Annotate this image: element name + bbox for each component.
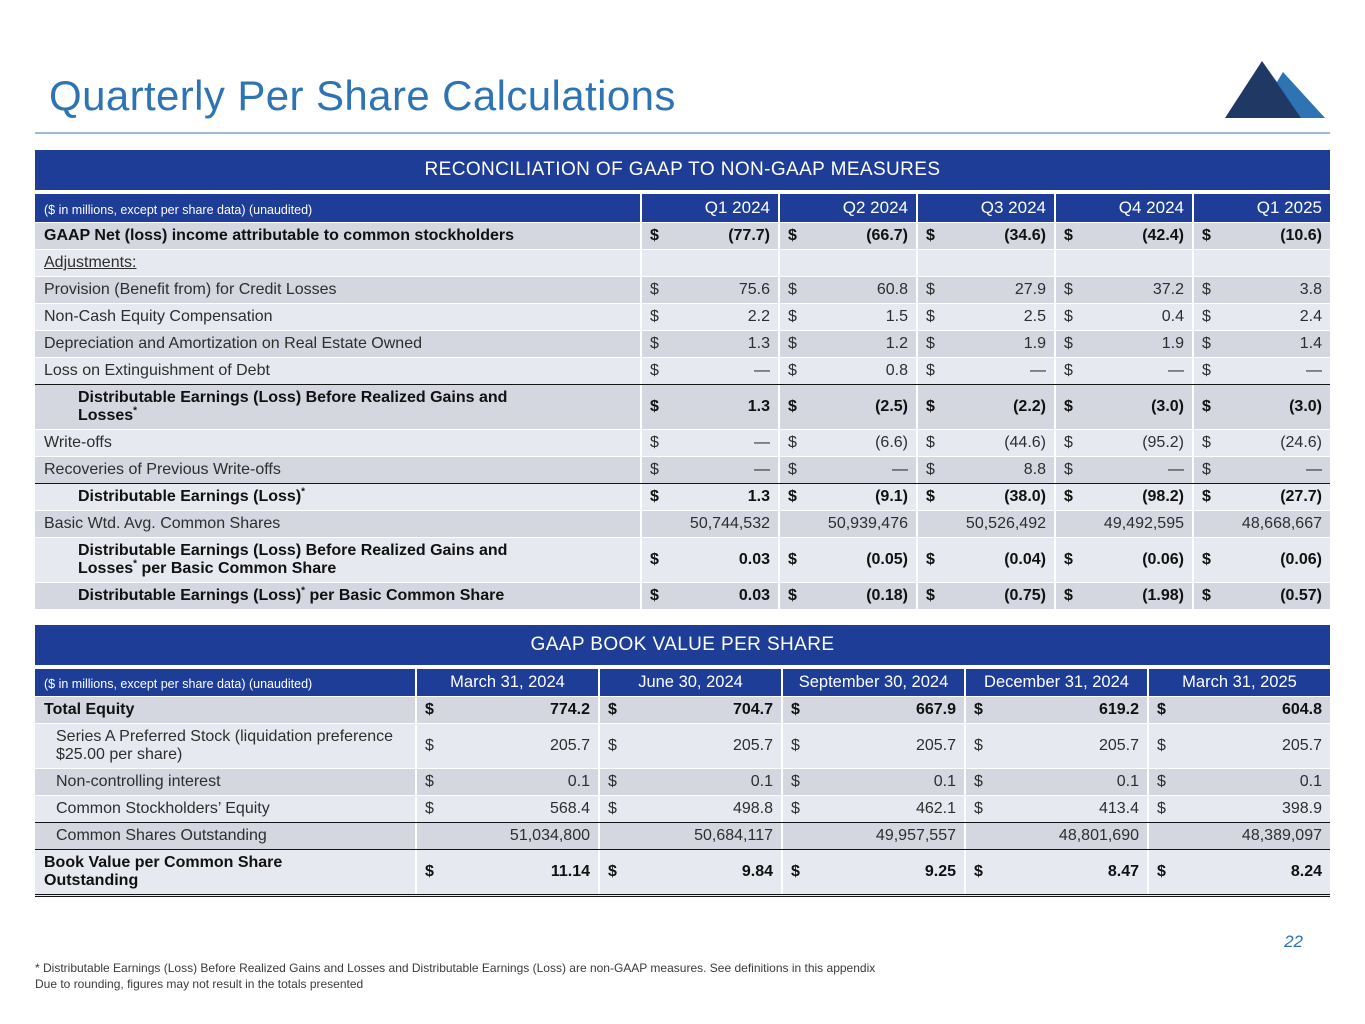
table-row-subtotal xyxy=(35,582,1330,609)
cell: $ 0.1 xyxy=(1147,769,1330,795)
row-label: Adjustments: xyxy=(44,254,137,271)
cell: $ — xyxy=(1054,457,1192,483)
cell: $ (9.1) xyxy=(778,484,916,510)
cell: $ 11.14 xyxy=(415,850,598,894)
dollar-sign: $ xyxy=(425,863,434,880)
cell: $ 1.9 xyxy=(1054,331,1192,357)
dollar-sign: $ xyxy=(425,701,434,718)
cell: $ (0.06) xyxy=(1192,538,1330,582)
cell: 51,034,800 xyxy=(415,823,598,849)
column-header: Q1 2025 xyxy=(1192,194,1330,222)
dollar-sign: $ xyxy=(650,434,659,451)
cell: $ (0.06) xyxy=(1054,538,1192,582)
dollar-sign: $ xyxy=(788,335,797,352)
cell: $ 2.2 xyxy=(640,304,778,330)
table-row xyxy=(35,795,1330,822)
dollar-sign: $ xyxy=(1064,398,1073,415)
table-row xyxy=(35,357,1330,384)
cell: $ (24.6) xyxy=(1192,430,1330,456)
cell: $ 704.7 xyxy=(598,697,781,723)
dollar-sign: $ xyxy=(926,587,935,604)
dollar-sign: $ xyxy=(974,863,983,880)
cell: $ — xyxy=(1192,358,1330,384)
slide-header xyxy=(35,0,1330,134)
cell: $ 205.7 xyxy=(598,724,781,768)
row-label: Write-offs xyxy=(44,434,112,451)
table-row-subtotal xyxy=(35,483,1330,510)
table-row xyxy=(35,276,1330,303)
cell: $ (0.18) xyxy=(778,583,916,609)
dollar-sign: $ xyxy=(1064,362,1073,379)
dollar-sign: $ xyxy=(788,398,797,415)
dollar-sign: $ xyxy=(650,308,659,325)
dollar-sign: $ xyxy=(1157,701,1166,718)
cell: $ 75.6 xyxy=(640,277,778,303)
cell: $ (1.98) xyxy=(1054,583,1192,609)
column-header: Q4 2024 xyxy=(1054,194,1192,222)
dollar-sign: $ xyxy=(926,362,935,379)
dollar-sign: $ xyxy=(926,551,935,568)
cell: $ (3.0) xyxy=(1192,385,1330,429)
dollar-sign: $ xyxy=(974,737,983,754)
row-label: Basic Wtd. Avg. Common Shares xyxy=(44,515,281,532)
cell: $ 1.3 xyxy=(640,331,778,357)
cell: $ — xyxy=(778,457,916,483)
cell: $ (42.4) xyxy=(1054,223,1192,249)
dollar-sign: $ xyxy=(788,227,797,244)
cell: $ (95.2) xyxy=(1054,430,1192,456)
cell: $ 205.7 xyxy=(415,724,598,768)
cell: $ (34.6) xyxy=(916,223,1054,249)
table-row xyxy=(35,249,1330,276)
cell: $ 568.4 xyxy=(415,796,598,822)
cell: $ (0.04) xyxy=(916,538,1054,582)
dollar-sign: $ xyxy=(1202,308,1211,325)
dollar-sign: $ xyxy=(926,398,935,415)
cell: $ 27.9 xyxy=(916,277,1054,303)
cell: $ 462.1 xyxy=(781,796,964,822)
page-number: 22 xyxy=(1284,932,1303,951)
dollar-sign: $ xyxy=(791,863,800,880)
cell: $ (10.6) xyxy=(1192,223,1330,249)
row-label: Series A Preferred Stock (liquidation preference $25.00 per share) xyxy=(56,728,394,763)
cell: $ 60.8 xyxy=(778,277,916,303)
cell: $ 0.1 xyxy=(781,769,964,795)
dollar-sign: $ xyxy=(1064,551,1073,568)
dollar-sign: $ xyxy=(650,461,659,478)
dollar-sign: $ xyxy=(1202,398,1211,415)
cell: $ 8.47 xyxy=(964,850,1147,894)
cell: $ 0.1 xyxy=(964,769,1147,795)
dollar-sign: $ xyxy=(425,737,434,754)
table-row xyxy=(35,429,1330,456)
table-row xyxy=(35,822,1330,849)
dollar-sign: $ xyxy=(608,701,617,718)
dollar-sign: $ xyxy=(1202,551,1211,568)
row-label: Common Shares Outstanding xyxy=(56,827,267,844)
footnote-non-gaap: * Distributable Earnings (Loss) Before Realized Gains and Losses and Distributable Earnings (Loss) are non-GAAP measures. See definitions in this appendix xyxy=(35,960,876,975)
table-row-total xyxy=(35,849,1330,897)
table-row xyxy=(35,510,1330,537)
cell: $ 8.24 xyxy=(1147,850,1330,894)
table-corner-label: ($ in millions, except per share data) (unaudited) xyxy=(44,677,313,691)
dollar-sign: $ xyxy=(1202,488,1211,505)
dollar-sign: $ xyxy=(1157,863,1166,880)
dollar-sign: $ xyxy=(791,773,800,790)
dollar-sign: $ xyxy=(650,362,659,379)
dollar-sign: $ xyxy=(974,773,983,790)
cell: $ — xyxy=(1192,457,1330,483)
dollar-sign: $ xyxy=(1064,587,1073,604)
dollar-sign: $ xyxy=(1202,461,1211,478)
dollar-sign: $ xyxy=(650,335,659,352)
cell: $ (0.75) xyxy=(916,583,1054,609)
cell: 50,744,532 xyxy=(640,511,778,537)
column-header: Q3 2024 xyxy=(916,194,1054,222)
cell: $ (66.7) xyxy=(778,223,916,249)
table-row xyxy=(35,723,1330,768)
cell: $ 413.4 xyxy=(964,796,1147,822)
cell: $ 1.5 xyxy=(778,304,916,330)
dollar-sign: $ xyxy=(1064,488,1073,505)
dollar-sign: $ xyxy=(650,488,659,505)
table-row xyxy=(35,303,1330,330)
table-row xyxy=(35,330,1330,357)
dollar-sign: $ xyxy=(608,800,617,817)
cell: $ — xyxy=(1054,358,1192,384)
dollar-sign: $ xyxy=(926,488,935,505)
column-header: June 30, 2024 xyxy=(598,669,781,696)
dollar-sign: $ xyxy=(791,701,800,718)
dollar-sign: $ xyxy=(650,281,659,298)
section-title-reconciliation: RECONCILIATION OF GAAP TO NON-GAAP MEASURES xyxy=(35,150,1330,190)
cell: $ 37.2 xyxy=(1054,277,1192,303)
cell: $ 1.9 xyxy=(916,331,1054,357)
column-header: Q2 2024 xyxy=(778,194,916,222)
dollar-sign: $ xyxy=(1064,461,1073,478)
dollar-sign: $ xyxy=(788,362,797,379)
row-label: Non-Cash Equity Compensation xyxy=(44,308,273,325)
dollar-sign: $ xyxy=(650,587,659,604)
cell: $ 205.7 xyxy=(964,724,1147,768)
reconciliation-table xyxy=(35,194,1330,609)
cell: $ 398.9 xyxy=(1147,796,1330,822)
cell: $ 667.9 xyxy=(781,697,964,723)
cell: 49,957,557 xyxy=(781,823,964,849)
cell: $ 619.2 xyxy=(964,697,1147,723)
cell: $ 205.7 xyxy=(781,724,964,768)
footnotes xyxy=(35,960,875,992)
dollar-sign: $ xyxy=(926,461,935,478)
cell: $ (27.7) xyxy=(1192,484,1330,510)
cell: 50,684,117 xyxy=(598,823,781,849)
cell: $ 0.03 xyxy=(640,538,778,582)
cell: $ (0.57) xyxy=(1192,583,1330,609)
dollar-sign: $ xyxy=(608,737,617,754)
dollar-sign: $ xyxy=(1202,335,1211,352)
cell: $ (38.0) xyxy=(916,484,1054,510)
section-title-book-value: GAAP BOOK VALUE PER SHARE xyxy=(35,625,1330,665)
cell: $ (77.7) xyxy=(640,223,778,249)
row-label: Common Stockholders’ Equity xyxy=(56,800,270,817)
dollar-sign: $ xyxy=(608,773,617,790)
dollar-sign: $ xyxy=(974,800,983,817)
row-label: GAAP Net (loss) income attributable to common stockholders xyxy=(44,227,514,244)
cell: $ (2.5) xyxy=(778,385,916,429)
table-corner-label: ($ in millions, except per share data) (unaudited) xyxy=(44,203,313,217)
footnote-rounding: Due to rounding, figures may not result in the totals presented xyxy=(35,976,364,991)
row-label: Distributable Earnings (Loss) Before Realized Gains and Losses* xyxy=(78,389,508,424)
row-label: Recoveries of Previous Write-offs xyxy=(44,461,281,478)
cell: $ 498.8 xyxy=(598,796,781,822)
dollar-sign: $ xyxy=(1157,773,1166,790)
column-header: September 30, 2024 xyxy=(781,669,964,696)
company-logo-icon xyxy=(1224,58,1326,120)
table-header-row xyxy=(35,194,1330,222)
dollar-sign: $ xyxy=(608,863,617,880)
cell: $ (6.6) xyxy=(778,430,916,456)
cell: $ 0.03 xyxy=(640,583,778,609)
row-label: Total Equity xyxy=(44,701,135,718)
cell: $ 9.84 xyxy=(598,850,781,894)
dollar-sign: $ xyxy=(926,227,935,244)
row-label: Distributable Earnings (Loss)* xyxy=(78,486,306,505)
dollar-sign: $ xyxy=(425,773,434,790)
row-label: Loss on Extinguishment of Debt xyxy=(44,362,270,379)
dollar-sign: $ xyxy=(425,800,434,817)
cell: 48,801,690 xyxy=(964,823,1147,849)
dollar-sign: $ xyxy=(791,737,800,754)
table-row xyxy=(35,222,1330,249)
dollar-sign: $ xyxy=(1064,227,1073,244)
dollar-sign: $ xyxy=(788,281,797,298)
cell: $ (98.2) xyxy=(1054,484,1192,510)
cell: $ 1.3 xyxy=(640,484,778,510)
cell: $ 0.8 xyxy=(778,358,916,384)
dollar-sign: $ xyxy=(1064,434,1073,451)
table-row xyxy=(35,696,1330,723)
cell: $ — xyxy=(640,358,778,384)
table-header-row xyxy=(35,669,1330,696)
dollar-sign: $ xyxy=(974,701,983,718)
cell: $ (44.6) xyxy=(916,430,1054,456)
row-label: Book Value per Common Share Outstanding xyxy=(44,854,283,889)
table-row-subtotal xyxy=(35,384,1330,429)
table-row-subtotal xyxy=(35,537,1330,582)
cell: $ 1.2 xyxy=(778,331,916,357)
cell: $ 9.25 xyxy=(781,850,964,894)
dollar-sign: $ xyxy=(788,434,797,451)
cell: $ (3.0) xyxy=(1054,385,1192,429)
cell: $ 8.8 xyxy=(916,457,1054,483)
cell xyxy=(778,250,916,276)
dollar-sign: $ xyxy=(650,551,659,568)
dollar-sign: $ xyxy=(1064,308,1073,325)
column-header: March 31, 2024 xyxy=(415,669,598,696)
cell: $ (0.05) xyxy=(778,538,916,582)
page-title: Quarterly Per Share Calculations xyxy=(49,72,676,119)
cell: $ (2.2) xyxy=(916,385,1054,429)
column-header: Q1 2024 xyxy=(640,194,778,222)
dollar-sign: $ xyxy=(1202,587,1211,604)
row-label: Depreciation and Amortization on Real Estate Owned xyxy=(44,335,422,352)
dollar-sign: $ xyxy=(1064,335,1073,352)
cell: 49,492,595 xyxy=(1054,511,1192,537)
cell: $ 2.5 xyxy=(916,304,1054,330)
cell: $ 0.1 xyxy=(415,769,598,795)
book-value-table xyxy=(35,669,1330,897)
cell: $ 205.7 xyxy=(1147,724,1330,768)
dollar-sign: $ xyxy=(788,587,797,604)
dollar-sign: $ xyxy=(788,488,797,505)
cell: $ 2.4 xyxy=(1192,304,1330,330)
dollar-sign: $ xyxy=(1202,434,1211,451)
cell: $ 604.8 xyxy=(1147,697,1330,723)
cell: $ 1.3 xyxy=(640,385,778,429)
cell: $ — xyxy=(916,358,1054,384)
cell: 48,389,097 xyxy=(1147,823,1330,849)
dollar-sign: $ xyxy=(926,434,935,451)
cell: $ 3.8 xyxy=(1192,277,1330,303)
dollar-sign: $ xyxy=(1202,362,1211,379)
cell: 50,939,476 xyxy=(778,511,916,537)
dollar-sign: $ xyxy=(650,227,659,244)
cell xyxy=(1054,250,1192,276)
cell xyxy=(916,250,1054,276)
dollar-sign: $ xyxy=(791,800,800,817)
cell: $ 774.2 xyxy=(415,697,598,723)
cell: $ 0.4 xyxy=(1054,304,1192,330)
dollar-sign: $ xyxy=(788,308,797,325)
cell: $ 0.1 xyxy=(598,769,781,795)
dollar-sign: $ xyxy=(926,308,935,325)
dollar-sign: $ xyxy=(926,335,935,352)
cell: $ — xyxy=(640,430,778,456)
column-header: March 31, 2025 xyxy=(1147,669,1330,696)
row-label: Distributable Earnings (Loss) Before Realized Gains and Losses* per Basic Common Share xyxy=(78,542,508,577)
cell: 50,526,492 xyxy=(916,511,1054,537)
dollar-sign: $ xyxy=(1157,800,1166,817)
cell: $ — xyxy=(640,457,778,483)
cell xyxy=(640,250,778,276)
dollar-sign: $ xyxy=(788,461,797,478)
cell: 48,668,667 xyxy=(1192,511,1330,537)
row-label: Distributable Earnings (Loss)* per Basic Common Share xyxy=(78,585,505,604)
column-header: December 31, 2024 xyxy=(964,669,1147,696)
cell xyxy=(1192,250,1330,276)
dollar-sign: $ xyxy=(926,281,935,298)
dollar-sign: $ xyxy=(1202,281,1211,298)
row-label: Non-controlling interest xyxy=(56,773,221,790)
cell: $ 1.4 xyxy=(1192,331,1330,357)
table-row xyxy=(35,456,1330,483)
dollar-sign: $ xyxy=(788,551,797,568)
dollar-sign: $ xyxy=(1064,281,1073,298)
table-row xyxy=(35,768,1330,795)
dollar-sign: $ xyxy=(650,398,659,415)
dollar-sign: $ xyxy=(1202,227,1211,244)
row-label: Provision (Benefit from) for Credit Losses xyxy=(44,281,337,298)
dollar-sign: $ xyxy=(1157,737,1166,754)
